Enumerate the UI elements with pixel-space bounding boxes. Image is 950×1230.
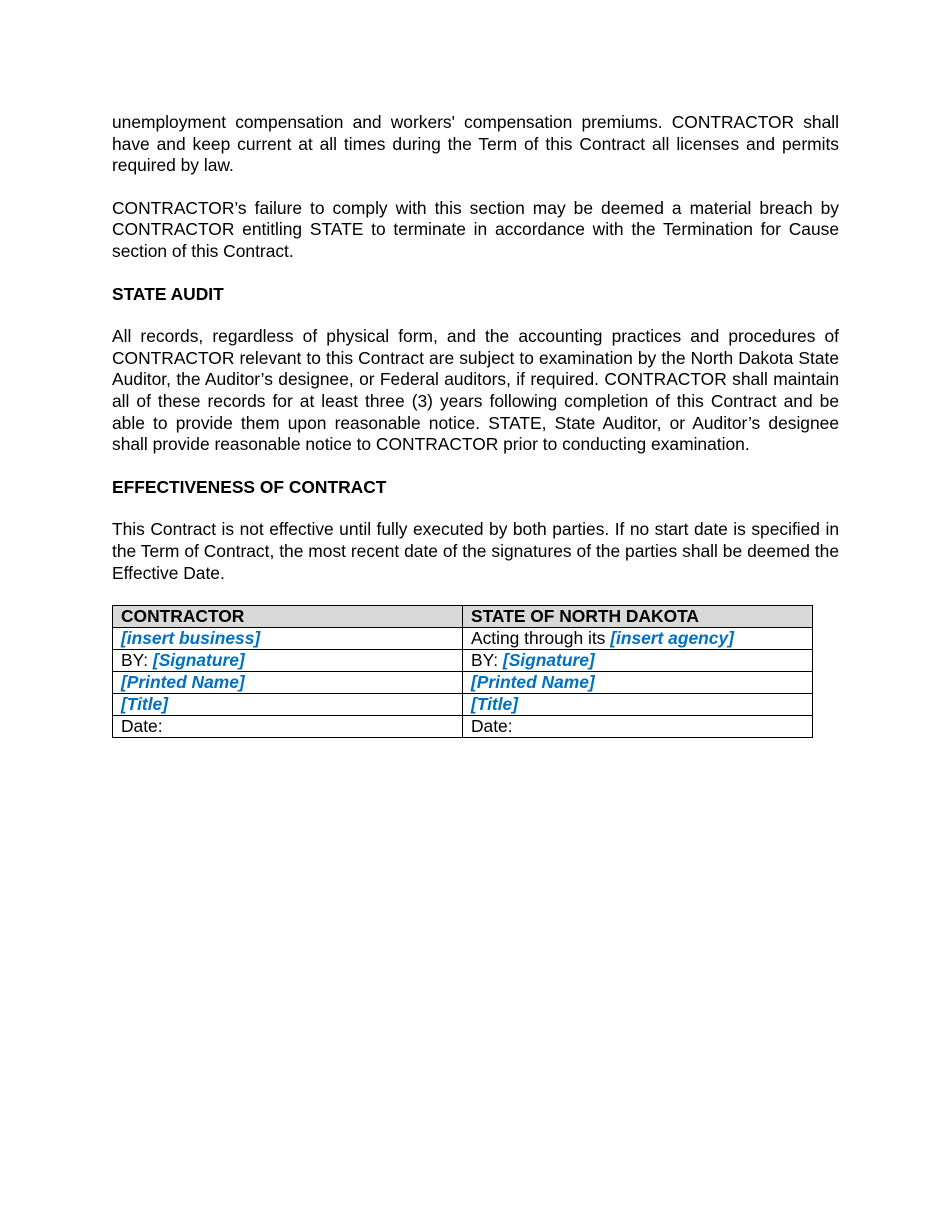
contractor-header: CONTRACTOR [113,606,463,628]
state-agency-placeholder: [insert agency] [610,628,734,649]
contractor-business-cell [113,628,463,650]
heading-state-audit: STATE AUDIT [112,283,224,304]
state-printed-name-placeholder: [Printed Name] [471,672,595,693]
paragraph-licenses: unemployment compensation and workers' compensation premiums. CONTRACTOR shall have and keep current at all times during the Term of this Contract all licenses and permits required by law. [112,112,839,176]
state-title-placeholder: [Title] [471,694,519,715]
contractor-title-cell [113,694,463,716]
state-acting-prefix: Acting through its [471,628,611,649]
contractor-business-placeholder: [insert business] [121,628,261,649]
contractor-signature-placeholder: [Signature] [152,650,245,671]
signature-table-row-signature [113,650,813,672]
paragraph-breach: CONTRACTOR’s failure to comply with this section may be deemed a material breach by CONTRACTOR entitling STATE to terminate in accordance with the Termination for Cause section of this Contract. [112,197,839,261]
signature-table-row-date [113,716,813,738]
contract-page [112,112,839,738]
heading-effectiveness: EFFECTIVENESS OF CONTRACT [112,476,387,497]
contractor-printed-name-cell [113,672,463,694]
paragraph-state-audit: All records, regardless of physical form, and the accounting practices and procedures of CONTRACTOR relevant to this Contract are subject to examination by the North Dakota State Auditor, the Auditor’s designee, or Federal auditors, if required. CONTRACTOR shall maintain all of these records for at least three (3) years following completion of this Contract and be able to provide them upon reasonable notice. STATE, State Auditor, or Auditor’s designee shall provide reasonable notice to CONTRACTOR prior to conducting examination. [112,326,839,455]
state-printed-name-cell [463,672,813,694]
state-title-cell [463,694,813,716]
paragraph-effectiveness: This Contract is not effective until fully executed by both parties. If no start date is specified in the Term of Contract, the most recent date of the signatures of the parties shall be deemed the Effective Date. [112,519,839,583]
state-signature-cell [463,650,813,672]
contractor-date-cell: Date: [113,716,463,738]
signature-table [112,605,813,738]
state-agency-cell [463,628,813,650]
state-header: STATE OF NORTH DAKOTA [463,606,813,628]
state-by-label: BY: [471,650,503,671]
signature-table-header-row [113,606,813,628]
state-date-cell: Date: [463,716,813,738]
contractor-signature-cell [113,650,463,672]
signature-table-row-printed-name [113,672,813,694]
signature-table-row-entity [113,628,813,650]
signature-table-row-title [113,694,813,716]
state-signature-placeholder: [Signature] [502,650,595,671]
contractor-title-placeholder: [Title] [121,694,169,715]
contractor-printed-name-placeholder: [Printed Name] [121,672,245,693]
contractor-by-label: BY: [121,650,153,671]
